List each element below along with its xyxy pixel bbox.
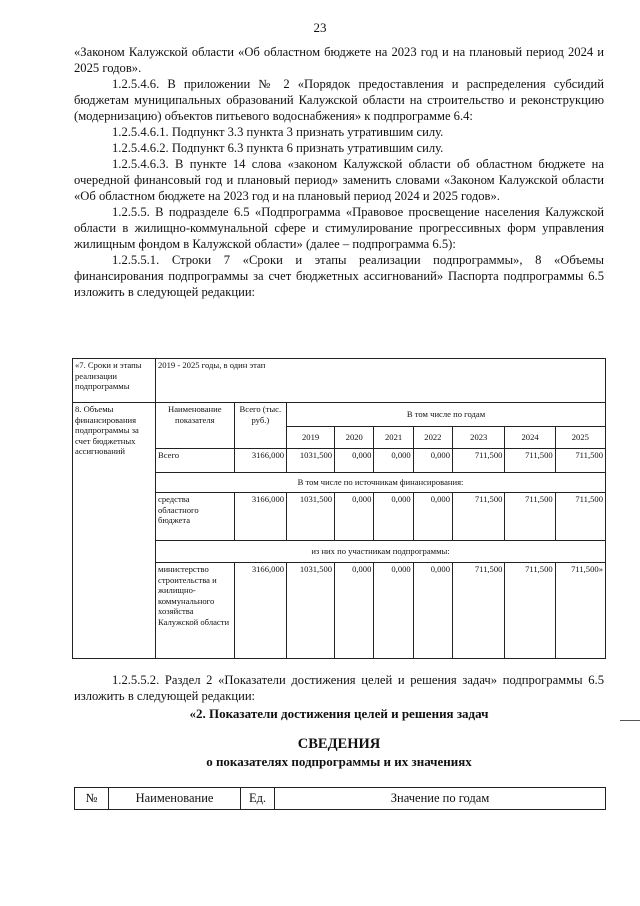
document-body [74, 44, 604, 300]
total-row-name: Всего [156, 449, 235, 473]
paragraph: 1.2.5.5.2. Раздел 2 «Показатели достижения целей и решения задач» подпрограммы 6.5 изложить в следующей редакции: [74, 673, 604, 703]
col-unit-header: Ед. [241, 788, 275, 810]
row7-value: 2019 - 2025 годы, в один этап [156, 359, 606, 403]
participant-row-value: 0,000 [413, 563, 452, 659]
paragraph: 1.2.5.4.6. В приложении № 2 «Порядок предоставления и распределения субсидий бюджетам муниципальных образований Калужской области на строительство и реконструкцию (модернизацию) объектов питьевого водоснабжения» к подпрограмме 6.4: [74, 77, 604, 123]
col-name-header: Наименование [109, 788, 241, 810]
year-header: 2021 [374, 427, 413, 449]
participant-row-value: 711,500» [555, 563, 605, 659]
source-row-value: 0,000 [374, 493, 413, 541]
total-row-value: 711,500 [555, 449, 605, 473]
year-header: 2024 [505, 427, 555, 449]
year-header: 2020 [335, 427, 374, 449]
participant-row-value: 0,000 [374, 563, 413, 659]
source-row-value: 711,500 [555, 493, 605, 541]
by-source-header: В том числе по источникам финансирования: [156, 473, 606, 493]
year-header: 2019 [287, 427, 335, 449]
source-row-value: 0,000 [413, 493, 452, 541]
by-participant-header: из них по участникам подпрограммы: [156, 541, 606, 563]
total-row-total: 3166,000 [234, 449, 286, 473]
total-row-value: 0,000 [374, 449, 413, 473]
year-header: 2022 [413, 427, 452, 449]
participant-row-value: 0,000 [335, 563, 374, 659]
participant-row-value: 711,500 [453, 563, 505, 659]
total-row-value: 1031,500 [287, 449, 335, 473]
source-row-value: 0,000 [335, 493, 374, 541]
info-subtitle: о показателях подпрограммы и их значениях [206, 754, 472, 769]
year-header: 2023 [453, 427, 505, 449]
source-row-value: 1031,500 [287, 493, 335, 541]
indicators-table [74, 787, 606, 810]
col-values-header: Значение по годам [275, 788, 606, 810]
paragraph: 1.2.5.4.6.3. В пункте 14 слова «законом Калужской области об областном бюджете на очередной финансовый год и плановый период» заменить словами «Законом Калужской области «Об областном бюджете на 2023 год и на плановый период 2024 и 2025 годов». [74, 157, 604, 203]
col-num-header: № [75, 788, 109, 810]
total-row-value: 0,000 [335, 449, 374, 473]
source-row-total: 3166,000 [234, 493, 286, 541]
source-row-name: средства областного бюджета [156, 493, 235, 541]
paragraph: 1.2.5.5.1. Строки 7 «Сроки и этапы реализации подпрограммы», 8 «Объемы финансирования подпрограммы за счет бюджетных ассигнований» Паспорта подпрограммы 6.5 изложить в следующей редакции: [74, 253, 604, 299]
participant-row-value: 711,500 [505, 563, 555, 659]
by-years-header: В том числе по годам [287, 403, 606, 427]
paragraph: «Законом Калужской области «Об областном бюджете на 2023 год и на плановый период 2024 и 2025 годов». [74, 45, 604, 75]
participant-row-name: министерство строительства и жилищно-коммунального хозяйства Калужской области [156, 563, 235, 659]
after-table-text [74, 672, 604, 704]
col-total-header: Всего (тыс. руб.) [234, 403, 286, 449]
total-row-value: 0,000 [413, 449, 452, 473]
year-header: 2025 [555, 427, 605, 449]
section-heading: «2. Показатели достижения целей и решения задач [189, 706, 489, 721]
margin-rule [620, 720, 640, 721]
passport-table [72, 358, 606, 659]
participant-row-total: 3166,000 [234, 563, 286, 659]
participant-row-value: 1031,500 [287, 563, 335, 659]
page-number: 23 [313, 20, 327, 35]
total-row-value: 711,500 [505, 449, 555, 473]
total-row-value: 711,500 [453, 449, 505, 473]
paragraph: 1.2.5.4.6.1. Подпункт 3.3 пункта 3 признать утратившим силу. [112, 125, 444, 139]
paragraph: 1.2.5.5. В подразделе 6.5 «Подпрограмма «Правовое просвещение населения Калужской области в жилищно-коммунальной сфере и стимулирование прогрессивных форм управления жилищным фондом в Калужской области» (далее – подпрограмма 6.5): [74, 205, 604, 251]
paragraph: 1.2.5.4.6.2. Подпункт 6.3 пункта 6 признать утратившим силу. [112, 141, 444, 155]
row8-label: 8. Объемы финансирования подпрограммы за счет бюджетных ассигнований [73, 403, 156, 659]
col-name-header: Наименование показателя [156, 403, 235, 449]
row7-label: «7. Сроки и этапы реализации подпрограммы [73, 359, 156, 403]
source-row-value: 711,500 [505, 493, 555, 541]
source-row-value: 711,500 [453, 493, 505, 541]
info-title: СВЕДЕНИЯ [297, 736, 381, 752]
